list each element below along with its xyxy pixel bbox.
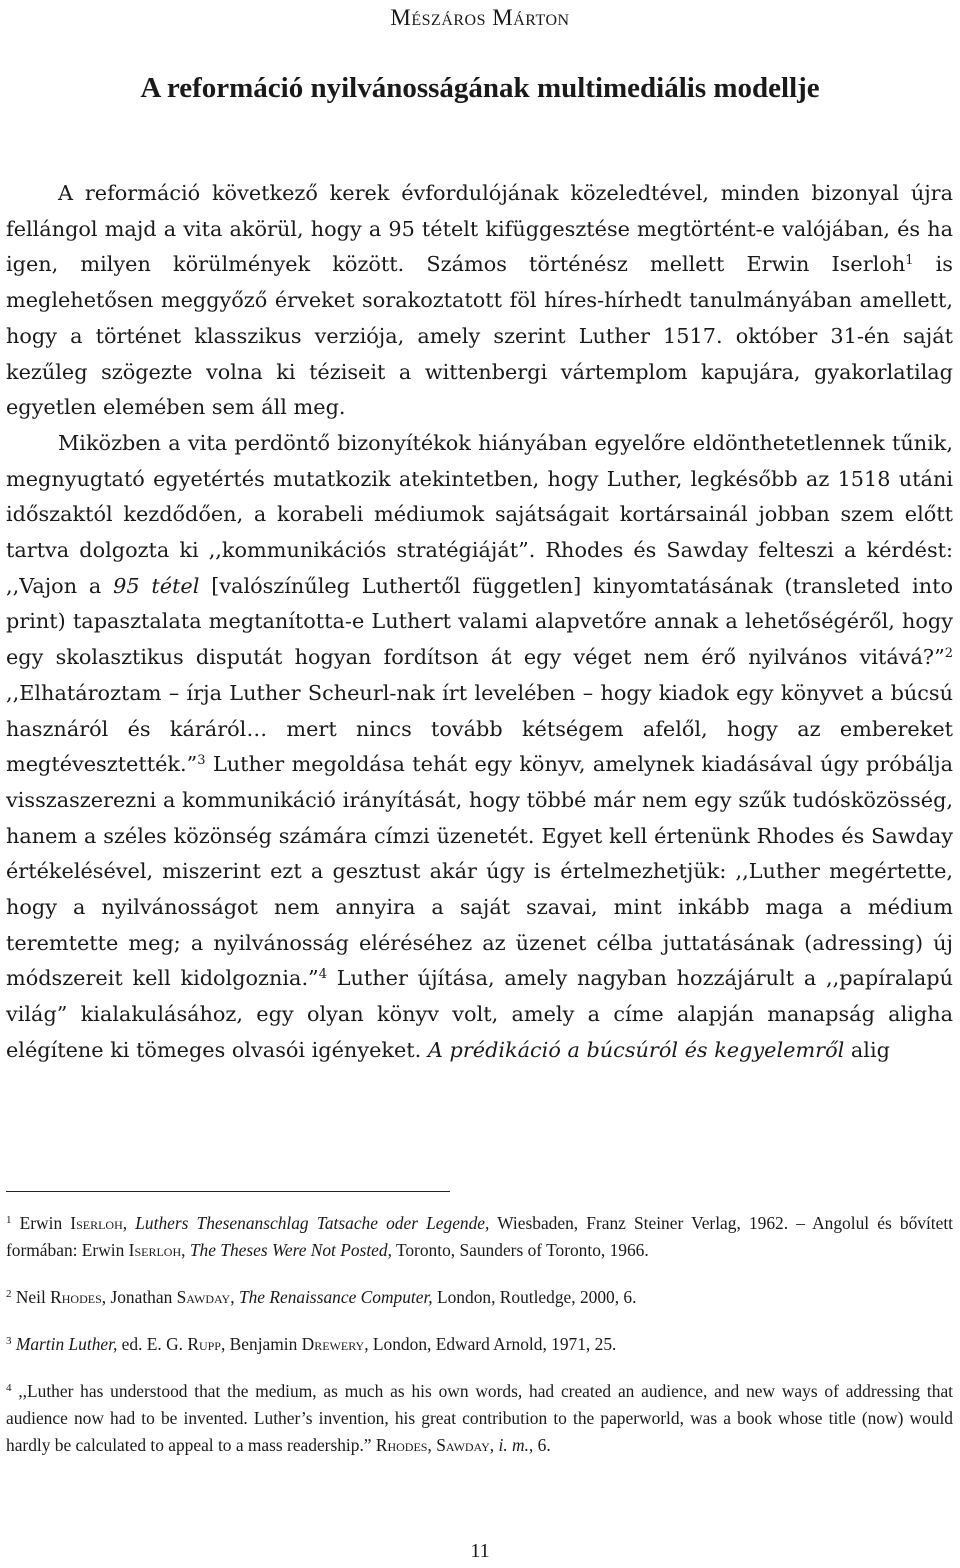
footnote-text: ,,Luther has understood that the medium, as much as his own words, had created an audience, and new ways of addressing that audience now had to be invented. Luther’s invention, his great contribution to the paperworld, was a book whose title (now) would hardly be calculated to appeal to a mass readership.” [6, 1381, 953, 1455]
footnote-text: , Benjamin [220, 1334, 302, 1354]
footnote-text: Toronto, Saunders of Toronto, 1966. [391, 1240, 649, 1260]
footnote-text: Neil [11, 1287, 51, 1307]
footnote-number: 1 [6, 1214, 12, 1226]
author-surname: Iserloh [128, 1240, 182, 1260]
italic-work-title: 95 tétel [113, 573, 200, 598]
footnote-text: Erwin [11, 1213, 71, 1233]
footnote-3 [6, 1331, 953, 1358]
footnote-text: 6. [533, 1435, 551, 1455]
footnote-4 [6, 1378, 953, 1459]
footnote-number: 3 [6, 1335, 12, 1347]
footnote-text: ed. E. G. [117, 1334, 188, 1354]
author-surname: Sawday [436, 1435, 490, 1455]
paragraph-text: Luther újítása, amely nagyban hozzájárult a ,,papíralapú világ” kialakulásához, egy olyan könyv volt, amely a címe alapján manapság aligha elégítene ki tömeges olvasói igényeket. [6, 966, 953, 1062]
footnotes [6, 1210, 953, 1479]
italic-work-title: A prédikáció a búcsúról és kegyelemről [427, 1037, 845, 1062]
italic-work-title: The Renaissance Computer, [238, 1287, 433, 1307]
paragraph-text: [valószínűleg Luthertől független] kinyomtatásának (transleted into print) tapasztalata megtanította-e Luthert valami alapvetőre annak a lehetőségéről, hogy egy skolasztikus disputát hogyan fordítson át egy véget nem érő nyilvános vitává?” [6, 573, 953, 670]
author-surname: Iserloh [70, 1213, 123, 1233]
footnote-separator [6, 1191, 450, 1192]
footnote-ref-1[interactable]: 1 [905, 253, 914, 269]
footnote-text: , [427, 1435, 437, 1455]
article-title: A reformáció nyilvánosságának multimediális modellje [140, 72, 820, 104]
footnote-ref-4[interactable]: 4 [318, 967, 327, 983]
footnote-text: , [181, 1240, 190, 1260]
paragraph-text: is meglehetősen meggyőző érveket sorakoztatott föl híres-hírhedt tanulmányában amellett, hogy a történet klasszikus verziója, amely szerint Luther 1517. október 31-én saját kezűleg szögezte volna ki téziseit a wittenbergi vártemplom kapujára, gyakorlatilag egyetlen elemében sem áll meg. [6, 252, 953, 420]
paragraph-1 [6, 176, 953, 426]
footnote-number: 2 [6, 1288, 12, 1300]
author-surname: Rhodes [375, 1435, 428, 1455]
italic-work-title: Martin Luther, [15, 1334, 118, 1354]
author-surname: Drewery [301, 1334, 365, 1354]
footnote-1 [6, 1210, 953, 1264]
author-surname: Rhodes [50, 1287, 102, 1307]
footnote-text: , [122, 1213, 136, 1233]
article-body [6, 176, 953, 1069]
footnote-number: 4 [6, 1382, 12, 1394]
author-surname: Rupp [187, 1334, 221, 1354]
paragraph-text: Luther megoldása tehát egy könyv, amelynek kiadásával úgy próbálja visszaszerezni a kommunikáció irányítását, hogy többé már nem egy szűk tudósközösség, hanem a széles közönség számára címzi üzenetét. Egyet kell értenünk Rhodes és Sawday értékelésével, miszerint ezt a gesztust akár úgy is értelmezhetjük: ,,Luther megértette, hogy a nyilvánosságot nem annyira a saját szavai, mint inkább maga a médium teremtette meg; a nyilvánosság eléréséhez az üzenet célba juttatásának (adressing) új módszereit kell kidolgoznia.” [6, 752, 953, 991]
footnote-ref-2[interactable]: 2 [944, 646, 953, 662]
page-number: 11 [470, 1540, 490, 1562]
footnote-text: London, Routledge, 2000, 6. [432, 1287, 637, 1307]
footnote-text: , [489, 1435, 499, 1455]
footnote-text: , [230, 1287, 239, 1307]
paragraph-text: alig [844, 1037, 890, 1062]
footnote-2 [6, 1284, 953, 1311]
italic-abbreviation: i. m., [498, 1435, 534, 1455]
footnote-text: , Jonathan [101, 1287, 177, 1307]
footnote-text: Wiesbaden, Franz Steiner Verlag, 1962. – Angolul és bővített formában: Erwin [6, 1213, 954, 1260]
paragraph-text: ,,Elhatároztam – írja Luther Scheurl-nak írt levelében – hogy kiadok egy könyvet a búcsú hasznáról és káráról… mert nincs tovább kétségem afelől, hogy az embereket megtévesztették.” [6, 680, 953, 777]
running-header-author: Mészáros Márton [390, 5, 570, 30]
author-surname: Sawday [176, 1287, 231, 1307]
paragraph-2 [6, 426, 953, 1069]
italic-work-title: The Theses Were Not Posted, [189, 1240, 392, 1260]
italic-work-title: Luthers Thesenanschlag Tatsache oder Legende, [135, 1213, 490, 1233]
paragraph-text: A reformáció következő kerek évfordulójának közeledtével, minden bizonyal újra fellángol majd a vita akörül, hogy a 95 tételt kifüggesztése megtörtént-e valójában, és ha igen, milyen körülmények között. Számos történész mellett Erwin Iserloh [6, 181, 953, 277]
footnote-text: , London, Edward Arnold, 1971, 25. [364, 1334, 617, 1354]
footnote-ref-3[interactable]: 3 [197, 753, 206, 769]
paragraph-text: Miközben a vita perdöntő bizonyítékok hiányában egyelőre eldönthetetlennek tűnik, megnyugtató egyetértés mutatkozik atekintetben, hogy Luther, legkésőbb az 1518 utáni időszaktól kezdődően, a korabeli médiumok sajátságait kortársainál jobban szem előtt tartva dolgozta ki ,,kommunikációs stratégiáját”. Rhodes és Sawday felteszi a kérdést: ,,Vajon a [6, 430, 953, 598]
